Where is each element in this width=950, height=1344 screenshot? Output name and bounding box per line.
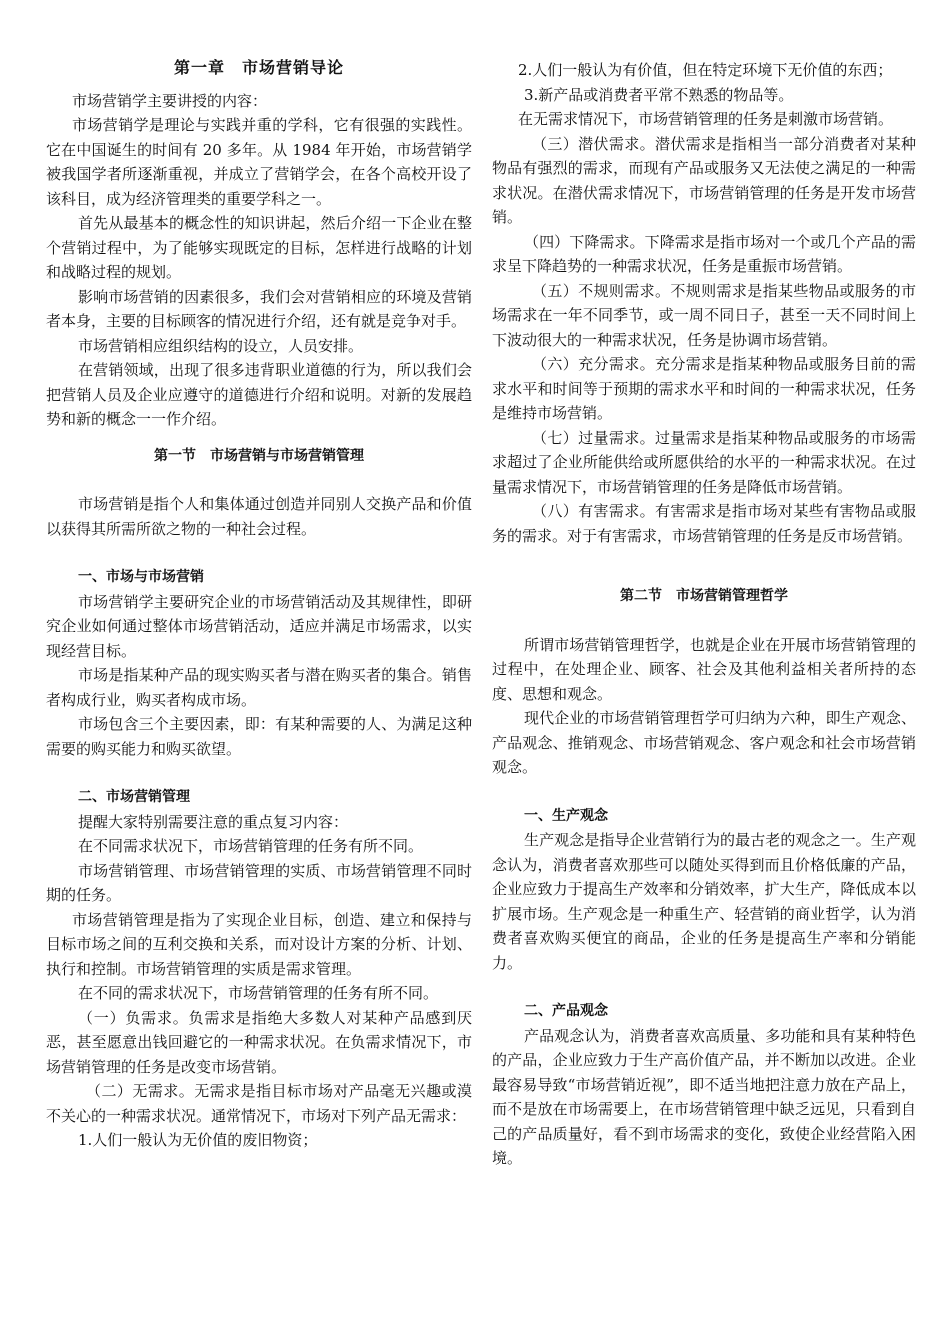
definition-paragraph: 市场营销是指个人和集体通过创造并同别人交换产品和价值以获得其所需所欲之物的一种社会过程。: [46, 495, 472, 538]
intro-paragraph: 在营销领域，出现了很多违背职业道德的行为，所以我们会把营销人员及企业应遵守的道德进行介绍和说明。对新的发展趋势和新的概念一一作介绍。: [46, 361, 472, 428]
section-title: 第二节 市场营销管理哲学: [620, 588, 788, 604]
subsection-heading: 二、市场营销管理: [78, 789, 190, 805]
right-column: [492, 58, 916, 1171]
body-paragraph: 市场包含三个主要因素，即：有某种需要的人、为满足这种需要的购买能力和购买欲望。: [46, 715, 472, 758]
body-paragraph: 产品观念认为，消费者喜欢高质量、多功能和具有某种特色的产品，企业应致力于生产高价值产品，并不断加以改进。企业最容易导致“市场营销近视”，即不适当地把注意力放在产品上，而不是放在市场需要上，在市场营销管理中缺乏远见，只看到自己的产品质量好，看不到市场需求的变化，致使企业经营陷入困境。: [492, 1026, 916, 1167]
body-paragraph: 现代企业的市场营销管理哲学可归纳为六种，即生产观念、产品观念、推销观念、市场营销观念、客户观念和社会市场营销观念。: [492, 709, 916, 776]
demand-state-paragraph: （三）潜伏需求。潜伏需求是指相当一部分消费者对某种物品有强烈的需求，而现有产品或服务又无法使之满足的一种需求状况。在潜伏需求情况下，市场营销管理的任务是开发市场营销。: [492, 134, 916, 226]
body-paragraph: 在无需求情况下，市场营销管理的任务是刺激市场营销。: [518, 110, 894, 128]
spacer: [492, 548, 916, 572]
demand-state-paragraph: （一）负需求。负需求是指绝大多数人对某种产品感到厌恶，甚至愿意出钱回避它的一种需求状况。在负需求情况下，市场营销管理的任务是改变市场营销。: [46, 1008, 472, 1076]
section-title: 第一节 市场营销与市场营销管理: [154, 447, 364, 464]
body-paragraph: 所谓市场营销管理哲学，也就是企业在开展市场营销管理的过程中，在处理企业、顾客、社会及其他利益相关者所持的态度、思想和观念。: [492, 635, 916, 703]
body-paragraph: 生产观念是指导企业营销行为的最古老的观念之一。生产观念认为，消费者喜欢那些可以随处买得到而且价格低廉的产品，企业应致力于提高生产效率和分销效率，扩大生产，降低成本以扩展市场。生产观念是一种重生产、轻营销的商业哲学，认为消费者喜欢购买便宜的商品，企业的任务是提高生产率和分销能力。: [492, 831, 916, 972]
demand-state-paragraph: （七）过量需求。过量需求是指某种物品或服务的市场需求超过了企业所能供给或所愿供给的水平的一种需求状况。在过量需求情况下，市场营销管理的任务是降低市场营销。: [492, 428, 916, 496]
subsection-heading: 一、生产观念: [524, 807, 608, 824]
subsection-heading: 二、产品观念: [524, 1003, 608, 1019]
demand-state-paragraph: （二）无需求。无需求是指目标市场对产品毫无兴趣或漠不关心的一种需求状况。通常情况下，市场对下列产品无需求：: [46, 1082, 472, 1125]
left-column: [46, 56, 472, 1153]
list-item: 2.人们一般认为有价值，但在特定环境下无价值的东西；: [518, 61, 893, 79]
body-paragraph: 在不同的需求状况下，市场营销管理的任务有所不同。: [78, 984, 439, 1002]
demand-state-paragraph: （六）充分需求。充分需求是指某种物品或服务目前的需求水平和时间等于预期的需求水平和时间的一种需求状况，任务是维持市场营销。: [492, 355, 916, 422]
list-item: 3.新产品或消费者平常不熟悉的物品等。: [524, 85, 794, 104]
demand-state-paragraph: （四）下降需求。下降需求是指市场对一个或几个产品的需求呈下降趋势的一种需求状况，任务是重振市场营销。: [492, 232, 916, 275]
intro-paragraph: 市场营销相应组织结构的设立，人员安排。: [78, 336, 364, 355]
body-paragraph: 市场营销学主要研究企业的市场营销活动及其规律性，即研究企业如何通过整体市场营销活动，适应并满足市场需求，以实现经营目标。: [46, 592, 472, 660]
intro-paragraph: 首先从最基本的概念性的知识讲起，然后介绍一下企业在整个营销过程中，为了能够实现既定的目标，怎样进行战略的计划和战略过程的规划。: [46, 214, 472, 281]
intro-paragraph: 市场营销学主要讲授的内容：: [72, 91, 268, 110]
list-item: 1.人们一般认为无价值的废旧物资；: [78, 1131, 318, 1149]
body-paragraph: 市场是指某种产品的现实购买者与潜在购买者的集合。销售者构成行业，购买者构成市场。: [46, 666, 472, 709]
demand-state-paragraph: （八）有害需求。有害需求是指市场对某些有害物品或服务的需求。对于有害需求，市场营销管理的任务是反市场营销。: [492, 502, 916, 545]
body-paragraph: 市场营销管理是指为了实现企业目标，创造、建立和保持与目标市场之间的互利交换和关系，而对设计方案的分析、计划、执行和控制。市场营销管理的实质是需求管理。: [46, 910, 472, 978]
body-paragraph: 提醒大家特别需要注意的重点复习内容：: [78, 812, 349, 831]
intro-paragraph: 市场营销学是理论与实践并重的学科，它有很强的实践性。它在中国诞生的时间有 20 多年。从 1984 年开始，市场营销学被我国学者所逐渐重视，并成立了营销学会，在各个高校开设了该科目，成为经济管理类的重要学科之一。: [46, 116, 472, 208]
body-paragraph: 在不同需求状况下，市场营销管理的任务有所不同。: [78, 837, 424, 855]
demand-state-paragraph: （五）不规则需求。不规则需求是指某些物品或服务的市场需求在一年不同季节，或一周不同日子，甚至一天不同时间上下波动很大的一种需求状况，任务是协调市场营销。: [492, 281, 916, 349]
intro-paragraph: 影响市场营销的因素很多，我们会对营销相应的环境及营销者本身，主要的目标顾客的情况进行介绍，还有就是竞争对手。: [46, 287, 472, 330]
body-paragraph: 市场营销管理、市场营销管理的实质、市场营销管理不同时期的任务。: [46, 861, 472, 904]
subsection-heading: 一、市场与市场营销: [78, 569, 204, 585]
chapter-title: 第一章 市场营销导论: [173, 58, 344, 77]
